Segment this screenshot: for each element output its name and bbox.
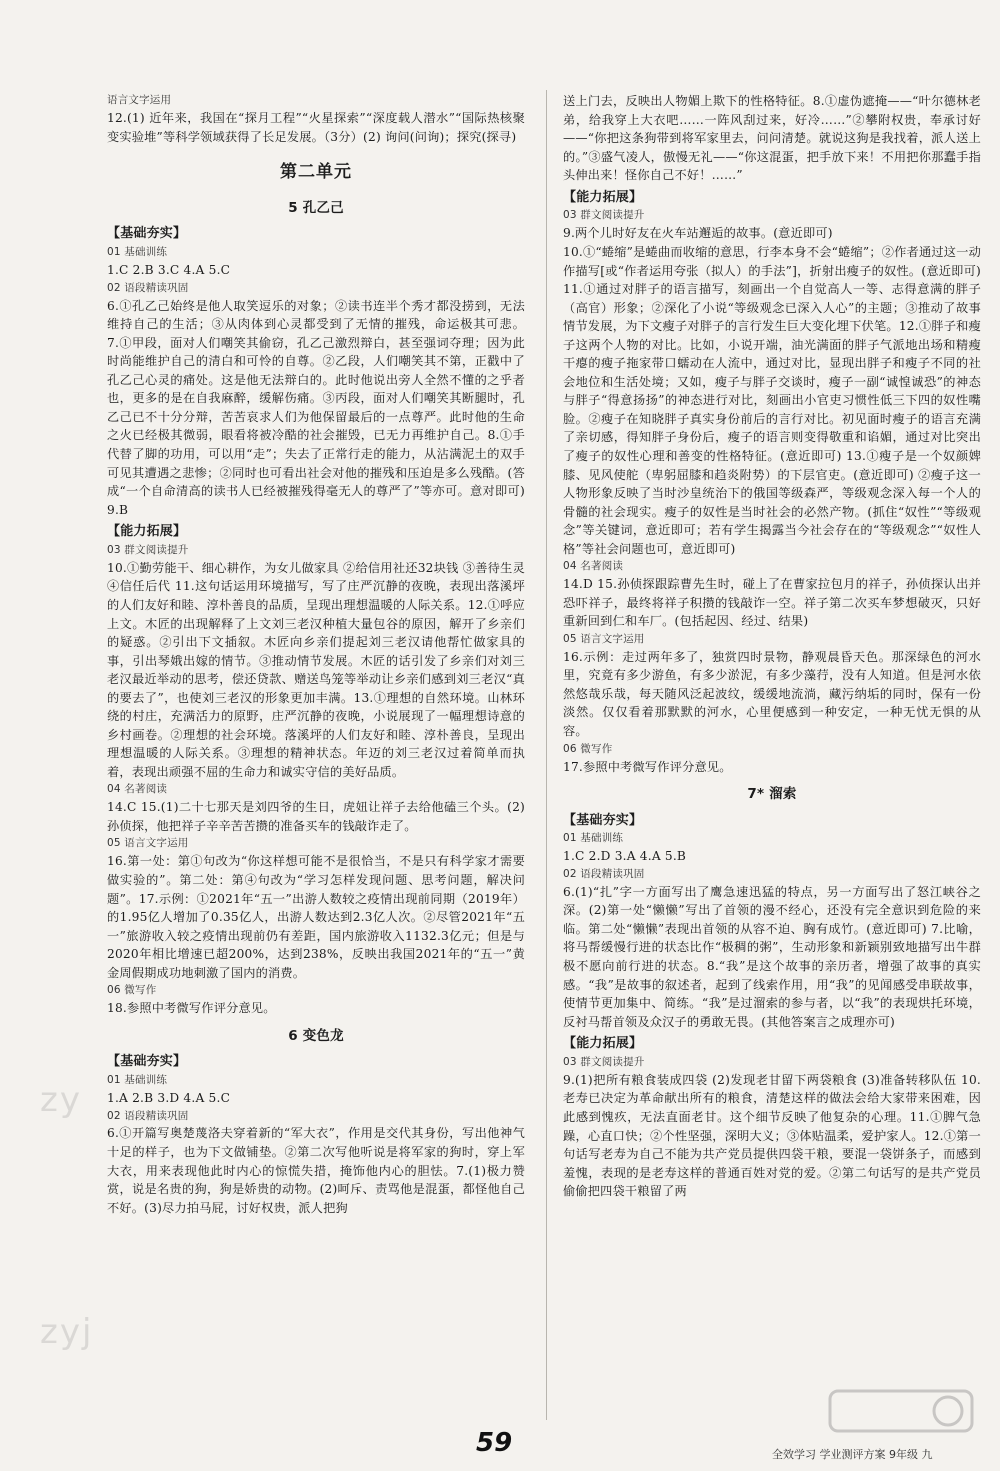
subsection-label: 05 语言文字运用 [107, 837, 189, 850]
series-footer: 全效学习 学业测评方案 9年级 九 [772, 1448, 933, 1461]
subsection-label: 01 基础训练 [107, 1074, 168, 1087]
answer-paragraph: 9.两个儿时好友在火车站邂逅的故事。(意近即可) [563, 226, 833, 241]
answer-site-logo [826, 1385, 976, 1437]
answer-paragraph: 10.①勤劳能干、细心耕作，为女儿做家具 ②给信用社还32块钱 ③善待生灵 ④信任后代 11.这句话运用环境描写，写了庄严沉静的夜晚，表现出落溪坪的人们友好和睦、淳朴善良的品质，呈现出理想温暖的人际关系。12.①呼应上文。木匠的出现解释了上文刘三老汉种植大量包谷的原因，解开了乡亲们的疑惑。②引出下文插叙。木匠向乡亲们提起刘三老汉请他帮忙做家具的事，引出琴娥出嫁的情节。③推动情节发展。木匠的话引发了乡亲们对刘三老汉最近举动的思考，偿还贷款、赠送鸟笼等举动让乡亲们感到刘三老汉“真的要去了”，也使刘三老汉的形象更加丰满。13.①理想的自然环境。山林环绕的村庄，充满活力的原野，庄严沉静的夜晚，小说展现了一幅理想诗意的乡村画卷。②理想的社会环境。落溪坪的人们友好和睦、淳朴善良，呈现出理想温暖的人际关系。③理想的精神状态。年迈的刘三老汉过着简单而执着，表现出顽强不屈的生命力和诚实守信的美好品质。 [107, 560, 525, 779]
section-heading: 【基础夯实】 [107, 226, 187, 242]
watermark-text: zy [40, 1080, 82, 1120]
answer-paragraph: 1.A 2.B 3.D 4.A 5.C [107, 1090, 231, 1105]
subsection-label: 03 群文阅读提升 [107, 543, 189, 556]
answer-paragraph: 6.①开篇写奥楚蔑洛夫穿着新的“军大衣”，作用是交代其身份，写出他神气十足的样子，也为下文做铺垫。②第二次写他听说是将军家的狗时，穿上军大衣，用来表现他此时内心的惊慌失措，掩饰他内心的胆怯。7.(1)极力赞赏，说是名贵的狗，狗是娇贵的动物。(2)呵斥、责骂他是混蛋，都怪他自己不好。(3)尽力拍马屁，讨好权贵，派人把狗 [107, 1126, 525, 1215]
subsection-label: 02 语段精读巩固 [107, 281, 189, 294]
section-heading: 【基础夯实】 [107, 1054, 187, 1070]
subsection-label: 06 微写作 [107, 984, 157, 997]
subsection-label: 02 语段精读巩固 [563, 867, 645, 880]
lesson-title: 7* 溜索 [747, 786, 797, 803]
left-column [107, 92, 525, 1217]
subsection-label: 01 基础训练 [107, 246, 168, 259]
section-heading: 【能力拓展】 [563, 1036, 643, 1052]
lesson-title: 6 变色龙 [288, 1027, 344, 1044]
answer-paragraph: 9.(1)把所有粮食装成四袋 (2)发现老甘留下两袋粮食 (3)准备转移队伍 10.老寿已决定为革命献出所有的粮食，清楚这样的做法会给大家带来困难，因此感到愧疚，无法直面老甘。这个细节反映了他复杂的心理。11.①脾气急躁，心直口快；②个性坚强，深明大义；③体贴温柔，爱护家人。12.①第一句话写老寿为自己不能为共产党员提供四袋干粮，要混一袋饼条子，而感到羞愧，表现的是老寿这样的普通百姓对党的爱。②第二句话写的是共产党员偷偷把四袋干粮留了两 [563, 1072, 981, 1199]
answer-paragraph: 送上门去，反映出人物媚上欺下的性格特征。8.①虚伪遮掩——“叶尔德林老弟，给我穿上大衣吧……一阵风刮过来，好冷……”②攀附权贵，奉承讨好——“你把这条狗带到将军家里去，问问清楚。就说这狗是我找着，派人送上的。”③盛气凌人，傲慢无礼——“你这混蛋，把手放下来！不用把你那蠢手指头伸出来！怪你自己不好！……” [563, 94, 981, 183]
answer-paragraph: 14.D 15.孙侦探跟踪曹先生时，碰上了在曹家拉包月的祥子，孙侦探认出并恐吓祥子，最终将祥子积攒的钱敲诈一空。祥子第二次买车梦想破灭，只好重新回到仁和车厂。(包括起因、经过、结果) [563, 577, 981, 629]
subsection-label: 05 语言文字运用 [563, 632, 645, 645]
subsection-label: 06 微写作 [563, 742, 613, 755]
lesson-title: 5 孔乙己 [288, 199, 344, 216]
answer-paragraph: 6.(1)“扎”字一方面写出了鹰急速迅猛的特点，另一方面写出了怒江峡谷之深。(2)第一处“懒懒”写出了首领的漫不经心，还没有完全意识到危险的来临。第二处“懒懒”表现出首领的从容不迫、胸有成竹。(意近即可) 7.比喻，将马帮缓慢行进的状态比作“极稠的粥”，生动形象和新颖别致地描写出牛群极不愿向前行进的状态。8.“我”是这个故事的亲历者，增强了故事的真实感。“我”是故事的叙述者，起到了线索作用，用“我”的见闻感受串联故事，使情节更加集中、简练。“我”是过溜索的参与者，以“我”的表现烘托环境，反衬马帮首领及众汉子的勇敢无畏。(其他答案言之成理亦可) [563, 884, 981, 1029]
section-heading: 【能力拓展】 [107, 524, 187, 540]
page-number: 59 [476, 1428, 513, 1458]
section-heading: 【能力拓展】 [563, 189, 643, 205]
right-column [563, 92, 981, 1201]
answer-paragraph: 12.(1) 近年来，我国在“探月工程”“火星探索”“深度载人潜水”“国际热核聚变实验堆”等科学领域获得了长足发展。（3分）(2) 询问(问询)；探究(探寻) [107, 110, 525, 144]
answer-paragraph: 10.①“蜷缩”是蜷曲而收缩的意思，行李本身不会“蜷缩”；②作者通过这一动作描写[或“作者运用夸张（拟人）的手法”]，折射出瘦子的奴性。(意近即可) 11.①通过对胖子的语言描写，刻画出一个自觉高人一等、志得意满的胖子（高官）形象；②深化了小说“等级观念已深入人心”的主题；③推动了故事情节发展，为下文瘦子对胖子的言行发生巨大变化埋下伏笔。12.①胖子和瘦子这两个人物的对比。比如，小说开端，油光满面的胖子气派地出场和精瘦干瘪的瘦子拖家带口蠕动在人流中，通过对比，显现出胖子和瘦子不同的社会地位和生活处境；又如，瘦子与胖子交谈时，瘦子一副“诚惶诚恐”的神态与胖子“得意扬扬”的神态进行对比，刻画出小官吏习惯性低三下四的奴性嘴脸。②瘦子在知晓胖子真实身份前后的言行对比。初见面时瘦子的语言充满了亲切感，得知胖子身份后，瘦子的语言则变得敬重和谄媚，通过对比突出了瘦子的奴性心理和善变的性格特征。(意近即可) 13.①瘦子是一个奴颜婢膝、见风使舵（卑躬屈膝和趋炎附势）的下层官吏。(意近即可) ②瘦子这一人物形象反映了当时沙皇统治下的俄国等级森严，等级观念深入每一个人的骨髓的社会现实。瘦子的奴性是当时社会的必然产物。(抓住“奴性”“等级观念”等关键词，意近即可；若有学生揭露当今社会存在的“等级观念”“奴性人格”等社会问题也可，意近即可) [563, 244, 982, 556]
subsection-label: 04 名著阅读 [107, 783, 168, 796]
answer-paragraph: 6.①孔乙己始终是他人取笑逗乐的对象；②读书连半个秀才都没捞到，无法维持自己的生活；③从肉体到心灵都受到了无情的摧残，命运极其可悲。7.①甲段，面对人们嘲笑其偷窃，孔乙己激烈辩白，甚至强词夺理；因为此时尚能维护自己的清白和可怜的自尊。②乙段，人们嘲笑其不第，正戳中了孔乙己心灵的痛处。这是他无法辩白的。此时他说出旁人全然不懂的之乎者也，更多的是在自我麻醉，缓解伤痛。③丙段，面对人们嘲笑其断腿时，孔乙己已不十分分辩，苦苦哀求人们为他保留最后的一点尊严。此时他的生命之火已经极其微弱，眼看将被冷酷的社会摧毁，已无力再维护自己。8.①手代替了脚的功用，可以用“走”；失去了正常行走的能力，从沾满泥土的双手可见其遭遇之悲惨；②同时也可看出社会对他的摧残和压迫是多么残酷。(答成“一个自命清高的读书人已经被摧残得毫无人的尊严了”等亦可。意对即可) 9.B [107, 298, 525, 517]
answer-paragraph: 14.C 15.(1)二十七那天是刘四爷的生日，虎妞让祥子去给他磕三个头。(2)孙侦探，他把祥子辛辛苦苦攒的准备买车的钱敲诈走了。 [107, 800, 525, 833]
answer-paragraph: 18.参照中考微写作评分意见。 [107, 1001, 276, 1016]
subsection-label: 04 名著阅读 [563, 560, 624, 573]
column-divider [546, 90, 547, 1420]
subsection-label: 03 群文阅读提升 [563, 1055, 645, 1068]
watermark-text: zyj [40, 1312, 94, 1352]
subsection-label: 01 基础训练 [563, 832, 624, 845]
answer-paragraph: 16.第一处：第①句改为“你这样想可能不是很恰当，不是只有科学家才需要做实验的”。第二处：第④句改为“学习怎样发现问题、思考问题，解决问题”。17.示例：①2021年“五一”出游人数较之疫情出现前同期（2019年）的1.95亿人增加了0.35亿人，出游人数达到2.3亿人次。②尽管2021年“五一”旅游收入较之疫情出现前仍有差距，国内旅游收入1132.3亿元；但是与2020年相比增速已超200%，达到238%，反映出我国2021年的“五一”黄金周假期成功地刺激了国内的消费。 [107, 854, 525, 980]
subsection-label: 02 语段精读巩固 [107, 1109, 189, 1122]
answer-paragraph: 16.示例：走过两年多了，独赏四时景物，静观晨昏天色。那深绿色的河水里，究竟有多少游鱼，有多少淤泥，有多少藻荇，没有人知道。但是河水依然悠哉乐哉，每天随风泛起波纹，缓缓地流淌，藏污纳垢的同时，保有一份淡然。仅仅看着那默默的河水，心里便感到一种安定，一种无忧无惧的从容。 [563, 649, 981, 739]
section-heading: 【基础夯实】 [563, 812, 643, 828]
answer-paragraph: 1.C 2.B 3.C 4.A 5.C [107, 263, 231, 278]
answer-paragraph: 17.参照中考微写作评分意见。 [563, 759, 732, 774]
subsection-label: 03 群文阅读提升 [563, 209, 645, 222]
answer-paragraph: 1.C 2.D 3.A 4.A 5.B [563, 849, 687, 864]
subsection-label: 语言文字运用 [107, 94, 172, 106]
unit-title: 第二单元 [280, 162, 352, 183]
